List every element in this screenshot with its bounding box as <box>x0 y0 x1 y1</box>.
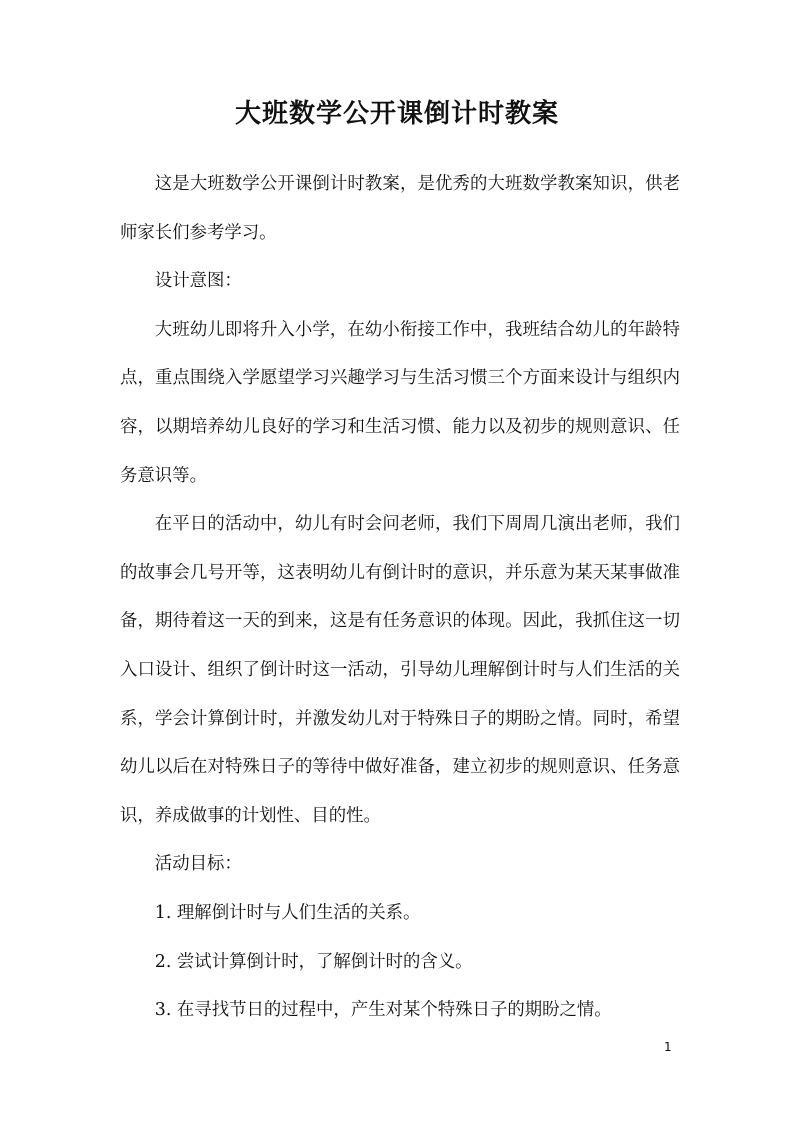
design-intent-paragraph-1: 大班幼儿即将升入小学，在幼小衔接工作中，我班结合幼儿的年龄特点，重点围绕入学愿望学习兴趣学习与生活习惯三个方面来设计与组织内容，以期培养幼儿良好的学习和生活习惯、能力以及初步的规则意识、任务意识等。 <box>120 319 680 486</box>
page-number: 1 <box>664 1040 672 1054</box>
goal-item-3: 3. 在寻找节日的过程中，产生对某个特殊日子的期盼之情。 <box>154 1000 612 1021</box>
design-intent-heading: 设计意图： <box>154 271 242 292</box>
design-intent-paragraph-2: 在平日的活动中，幼儿有时会问老师，我们下周周几演出老师，我们的故事会几号开等，这表明幼儿有倒计时的意识，并乐意为某天某事做准备，期待着这一天的到来，这是有任务意识的体现。因此，我抓住这一切入口设计、组织了倒计时这一活动，引导幼儿理解倒计时与人们生活的关系，学会计算倒计时，并激发幼儿对于特殊日子的期盼之情。同时，希望幼儿以后在对特殊日子的等待中做好准备，建立初步的规则意识、任务意识，养成做事的计划性、目的性。 <box>120 514 680 826</box>
intro-paragraph: 这是大班数学公开课倒计时教案，是优秀的大班数学教案知识，供老师家长们参考学习。 <box>120 174 680 243</box>
document-body <box>120 160 680 1035</box>
page-title: 大班数学公开课倒计时教案 <box>234 99 559 129</box>
goal-item-1: 1. 理解倒计时与人们生活的关系。 <box>154 902 421 923</box>
goal-item-2: 2. 尝试计算倒计时，了解倒计时的含义。 <box>154 951 473 972</box>
activity-goals-heading: 活动目标： <box>154 854 242 875</box>
